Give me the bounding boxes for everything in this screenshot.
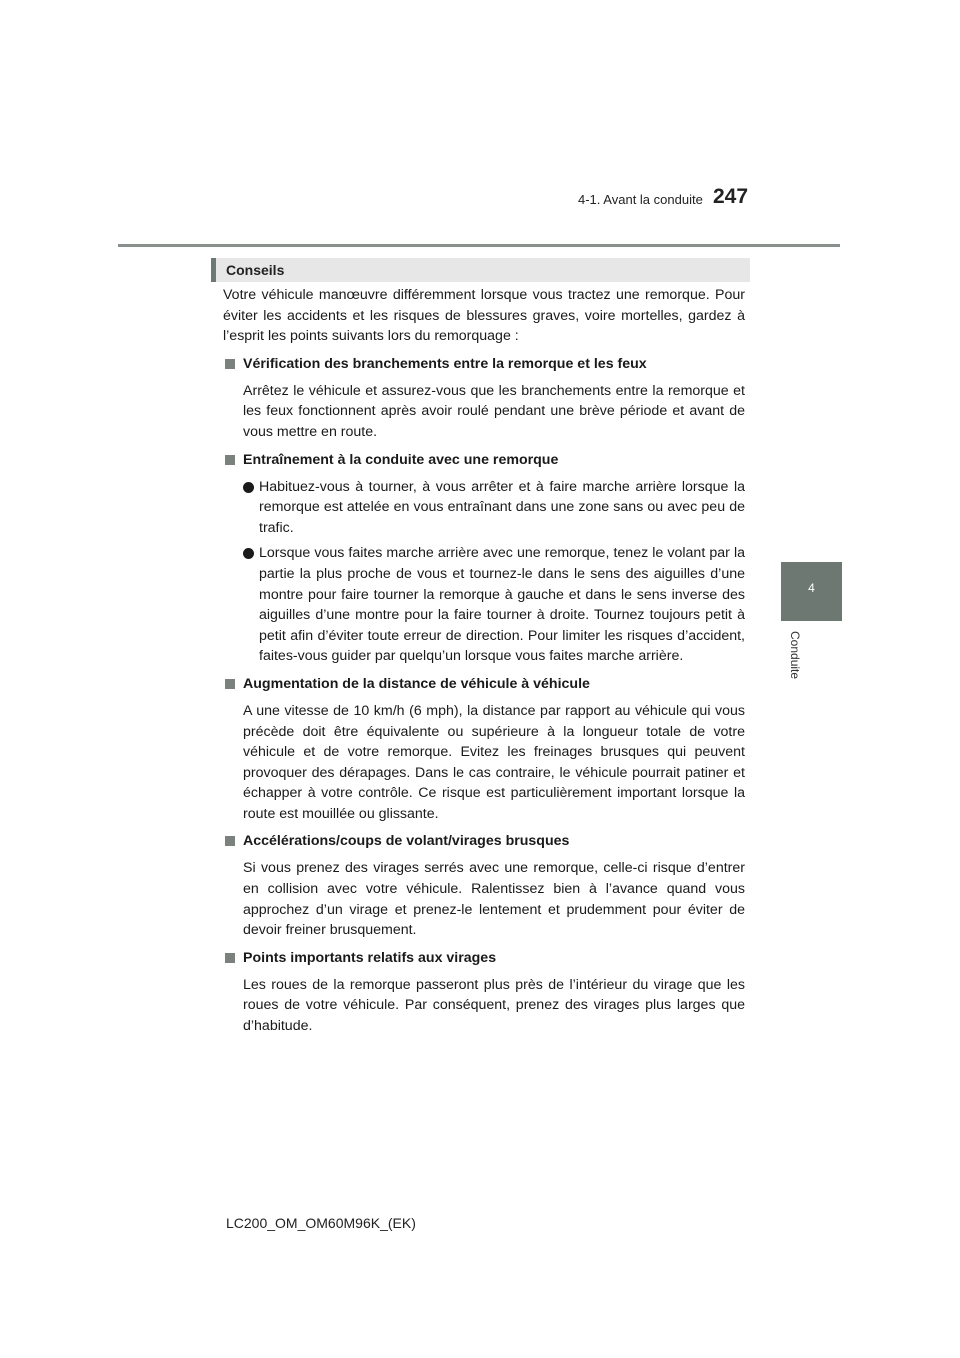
header-section-title: 4-1. Avant la conduite [578, 192, 703, 207]
section-title-text: Accélérations/coups de volant/virages brusques [243, 833, 570, 850]
round-bullet-icon [243, 482, 254, 493]
square-bullet-icon [225, 953, 235, 963]
square-bullet-icon [225, 455, 235, 465]
section-body: A une vitesse de 10 km/h (6 mph), la distance par rapport au véhicule qui vous précède doit être équivalente ou supérieure à la longueur totale de votre véhicule et de votre remorque. Evitez les freinages brusques qui peuvent provoquer des dérapages. Dans le cas contraire, le véhicule pourrait patiner et échapper à votre contrôle. Ce risque est particulièrement important lorsque la route est mouillée ou glissante. [243, 702, 745, 822]
document-code: LC200_OM_OM60M96K_(EK) [226, 1215, 416, 1231]
section-title-text: Points importants relatifs aux virages [243, 949, 497, 966]
chapter-label: Conduite [788, 631, 802, 680]
list-item [223, 543, 745, 667]
section-accelerations [223, 831, 745, 940]
section-entrainement [223, 450, 745, 667]
list-item-text: Lorsque vous faites marche arrière avec une remorque, tenez le volant par la partie la plus proche de vous et tournez-le dans le sens des aiguilles d’une montre pour faire tourner la remorque à gauche et dans le sens inverse des aiguilles d’une montre pour la faire tourner à droite. Tournez toujours petit à petit afin d’éviter toute erreur de direction. Pour limiter les risques d’accident, faites-vous guider par quelqu’un lorsque vous faites marche arrière. [259, 545, 745, 665]
section-virages [223, 948, 745, 1037]
intro-paragraph: Votre véhicule manœuvre différemment lorsque vous tractez une remorque. Pour éviter les accidents et les risques de blessures graves, voire mortelles, gardez à l’esprit les points suivants lors du remorquage : [223, 287, 745, 345]
section-title [223, 674, 745, 695]
list-item [223, 477, 745, 539]
round-bullet-icon [243, 548, 254, 559]
chapter-tab [781, 562, 842, 621]
section-title [223, 948, 745, 969]
section-body: Si vous prenez des virages serrés avec une remorque, celle-ci risque d’entrer en collision avec votre véhicule. Ralentissez bien à l’avance quand vous approchez d’un virage et prenez-le lentement et prudemment pour éviter de devoir freiner brusquement. [243, 860, 745, 939]
header-rule [118, 244, 840, 247]
square-bullet-icon [225, 836, 235, 846]
section-branchements [223, 354, 745, 443]
main-content [223, 285, 745, 1043]
square-bullet-icon [225, 359, 235, 369]
chapter-label-box [781, 627, 809, 687]
section-title-text: Entraînement à la conduite avec une remorque [243, 451, 559, 468]
chapter-number: 4 [808, 581, 815, 595]
section-title-text: Augmentation de la distance de véhicule à véhicule [243, 675, 590, 692]
section-title [223, 831, 745, 852]
section-title [223, 354, 745, 375]
section-title-text: Vérification des branchements entre la remorque et les feux [243, 355, 647, 372]
conseils-title: Conseils [226, 262, 285, 278]
section-body: Les roues de la remorque passeront plus près de l’intérieur du virage que les roues de votre véhicule. Par conséquent, prenez des virages plus larges que d’habitude. [243, 976, 745, 1035]
conseils-header [211, 258, 750, 282]
list-item-text: Habituez-vous à tourner, à vous arrêter et à faire marche arrière lorsque la remorque est attelée en vous entraînant dans une zone sans ou avec peu de trafic. [259, 478, 745, 536]
section-body: Arrêtez le véhicule et assurez-vous que les branchements entre la remorque et les feux fonctionnent après avoir roulé pendant une brève période et avant de vous mettre en route. [243, 382, 745, 440]
section-title [223, 450, 745, 471]
section-distance [223, 674, 745, 825]
page-number: 247 [713, 185, 749, 208]
square-bullet-icon [225, 679, 235, 689]
